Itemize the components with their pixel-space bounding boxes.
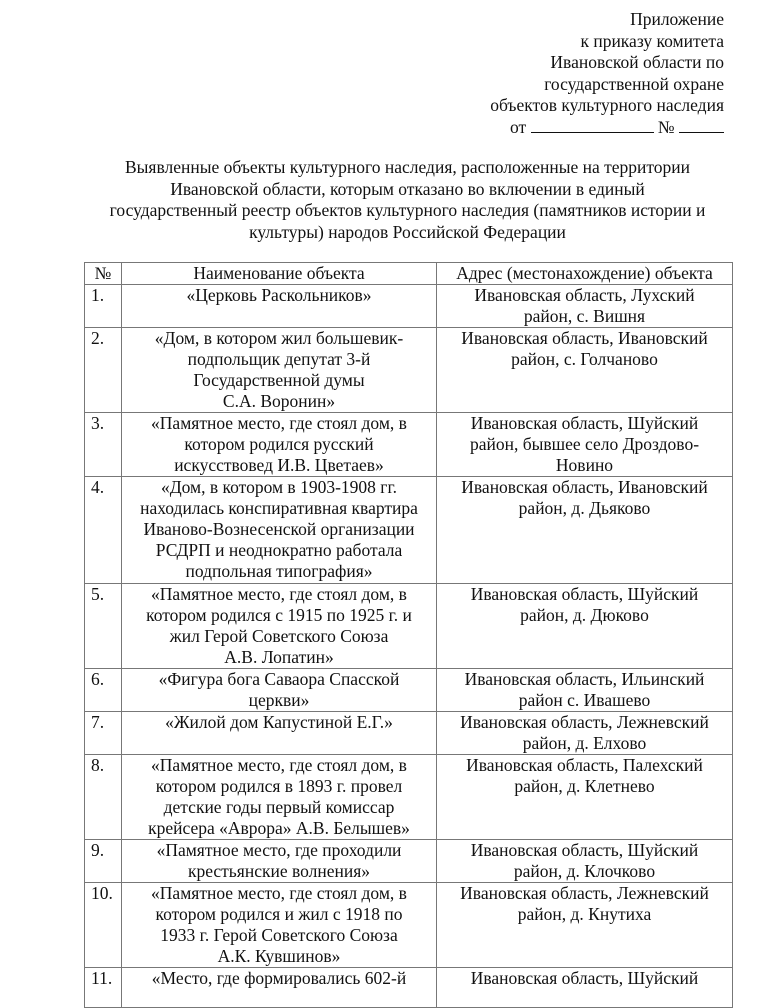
object-name-line: С.А. Воронин» [222, 391, 336, 411]
object-name-line: искусствовед И.В. Цветаев» [174, 455, 384, 475]
title-line: культуры) народов Российской Федерации [249, 221, 566, 242]
object-name-line: 1933 г. Герой Советского Союза [160, 925, 398, 945]
row-number: 3. [85, 413, 122, 477]
appendix-line: объектов культурного наследия [490, 95, 724, 115]
object-name-line: крейсера «Аврора» А.В. Белышев» [148, 818, 410, 838]
row-number: 2. [85, 328, 122, 413]
title-line: Ивановской области, которым отказано во включении в единый [170, 178, 645, 199]
object-name-line: подпольная типография» [185, 561, 373, 581]
object-address-cell [437, 755, 733, 840]
appendix-line: Ивановской области по [550, 52, 724, 72]
object-name-line: подпольщик депутат 3-й [187, 349, 371, 369]
object-address-cell [437, 328, 733, 413]
table-body [85, 285, 733, 1008]
header-object-name: Наименование объекта [122, 263, 437, 285]
object-address-line: Ивановская область, Ивановский [461, 477, 708, 497]
row-number: 4. [85, 477, 122, 584]
object-name-line: А.К. Кувшинов» [217, 946, 341, 966]
object-name-cell [122, 477, 437, 584]
row-number: 10. [85, 883, 122, 968]
object-address-line: Ивановская область, Шуйский [470, 968, 699, 988]
row-number: 9. [85, 840, 122, 883]
document-title [84, 157, 731, 243]
row-number: 8. [85, 755, 122, 840]
date-prefix: от [510, 116, 527, 137]
row-number: 6. [85, 669, 122, 712]
appendix-line: государственной охране [544, 73, 724, 94]
date-blank-field [531, 117, 654, 133]
object-address-cell [437, 883, 733, 968]
title-line: Выявленные объекты культурного наследия, расположенные на территории [124, 157, 691, 177]
object-name-cell [122, 968, 437, 1008]
object-name-cell [122, 285, 437, 328]
table-row [85, 584, 733, 669]
object-name-line: «Церковь Раскольников» [186, 285, 372, 305]
object-name-line: «Памятное место, где стоял дом, в [151, 755, 407, 775]
table-row [85, 328, 733, 413]
object-name-line: «Памятное место, где проходили [156, 840, 402, 860]
appendix-line: Приложение [630, 9, 724, 29]
object-name-line: крестьянские волнения» [187, 861, 371, 881]
object-name-line: «Фигура бога Саваора Спасской [158, 669, 400, 689]
object-name-line: «Место, где формировались 602-й [151, 968, 407, 988]
object-address-line: Ивановская область, Шуйский [470, 840, 699, 860]
table-row [85, 477, 733, 584]
object-name-line: «Дом, в котором жил большевик- [154, 328, 404, 348]
object-name-line: котором родился и жил с 1918 по [155, 904, 403, 924]
object-name-line: детские годы первый комиссар [163, 797, 395, 817]
object-name-line: РСДРП и неоднократно работала [155, 540, 403, 560]
object-name-line: «Памятное место, где стоял дом, в [151, 883, 407, 903]
object-address-line: район, с. Вишня [523, 306, 646, 326]
object-address-line: район, д. Кнутиха [517, 904, 652, 924]
object-address-cell [437, 413, 733, 477]
number-blank-field [679, 117, 724, 133]
table-header-row [85, 263, 733, 285]
object-address-line: Ивановская область, Палехский [466, 755, 703, 775]
object-address-line: район, д. Дьяково [518, 498, 651, 518]
table-row [85, 712, 733, 755]
object-address-line: Ивановская область, Лухский [474, 285, 695, 305]
object-address-line: район, д. Клетнево [514, 776, 655, 796]
object-name-line: Иваново-Вознесенской организации [143, 519, 415, 539]
table-row [85, 840, 733, 883]
row-number: 11. [85, 968, 122, 1008]
table-row [85, 883, 733, 968]
table-row [85, 285, 733, 328]
header-number: № [85, 263, 122, 285]
object-address-cell [437, 840, 733, 883]
object-address-cell [437, 669, 733, 712]
title-line: государственный реестр объектов культурного наследия (памятников истории и [109, 200, 706, 220]
table-row [85, 669, 733, 712]
object-address-line: район с. Ивашево [518, 690, 651, 710]
object-name-line: Государственной думы [193, 370, 365, 390]
object-name-cell [122, 755, 437, 840]
object-address-cell [437, 712, 733, 755]
object-name-line: котором родился в 1893 г. провел [155, 776, 403, 796]
object-name-line: котором родился русский [184, 434, 374, 454]
object-address-line: Ивановская область, Лежневский [460, 883, 709, 903]
row-number: 7. [85, 712, 122, 755]
object-address-cell [437, 477, 733, 584]
object-address-line: Ивановская область, Ивановский [461, 328, 708, 348]
object-address-line: Ивановская область, Лежневский [460, 712, 709, 732]
object-address-line: район, бывшее село Дроздово- [469, 434, 700, 454]
object-name-cell [122, 883, 437, 968]
object-address-line: Ивановская область, Шуйский [470, 413, 699, 433]
object-name-line: «Дом, в котором в 1903-1908 гг. [160, 477, 398, 497]
object-name-cell [122, 328, 437, 413]
object-name-line: церкви» [248, 690, 310, 710]
appendix-line: к приказу комитета [580, 30, 724, 51]
appendix-header [490, 9, 724, 138]
object-name-line: А.В. Лопатин» [224, 647, 334, 667]
number-sign: № [657, 116, 675, 137]
object-name-line: «Жилой дом Капустиной Е.Г.» [165, 712, 393, 732]
object-name-line: жил Герой Советского Союза [169, 626, 389, 646]
object-address-line: район, д. Елхово [522, 733, 647, 753]
header-address: Адрес (местонахождение) объекта [437, 263, 733, 285]
object-name-cell [122, 840, 437, 883]
object-address-line: район, с. Голчаново [511, 349, 658, 369]
object-name-cell [122, 584, 437, 669]
object-address-cell [437, 968, 733, 1008]
heritage-objects-table [84, 262, 733, 1008]
object-address-line: Ивановская область, Шуйский [470, 584, 699, 604]
object-address-line: Ивановская область, Ильинский [464, 669, 705, 689]
object-address-line: район, д. Клочково [513, 861, 656, 881]
order-date-number-line [490, 117, 724, 139]
object-address-line: район, д. Дюково [520, 605, 649, 625]
object-address-line: Новино [555, 455, 614, 475]
object-name-cell [122, 712, 437, 755]
object-address-cell [437, 584, 733, 669]
object-name-line: котором родился с 1915 по 1925 г. и [146, 605, 412, 625]
object-address-cell [437, 285, 733, 328]
object-name-line: «Памятное место, где стоял дом, в [151, 413, 407, 433]
object-name-line: находилась конспиративная квартира [140, 498, 418, 518]
table-row [85, 755, 733, 840]
object-name-cell [122, 413, 437, 477]
object-name-line: «Памятное место, где стоял дом, в [151, 584, 407, 604]
table-row [85, 413, 733, 477]
row-number: 1. [85, 285, 122, 328]
object-name-cell [122, 669, 437, 712]
row-number: 5. [85, 584, 122, 669]
table-row [85, 968, 733, 1008]
